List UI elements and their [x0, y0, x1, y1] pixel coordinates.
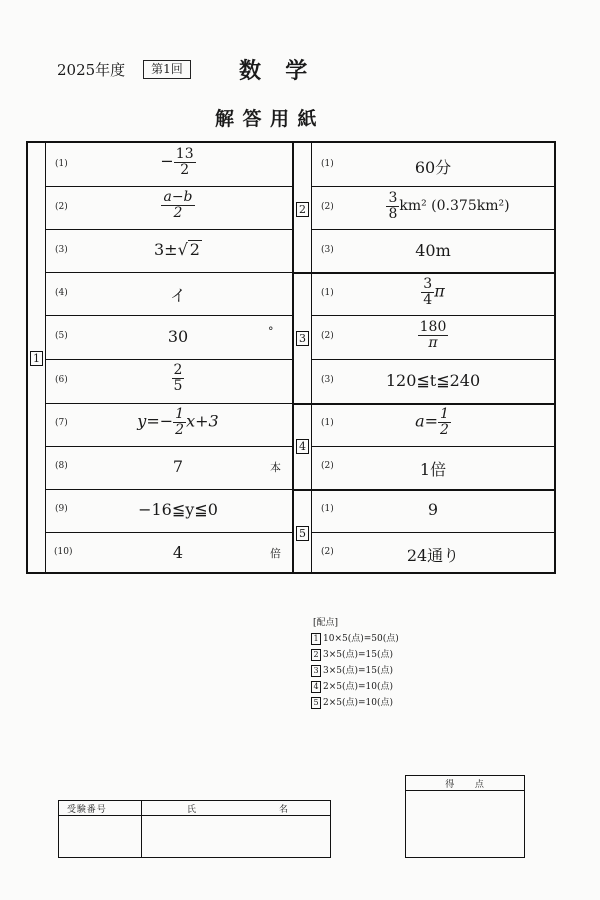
sheet-title: 解 答 用 紙	[215, 108, 318, 130]
answer-1-7: y=− $\frac{1}{2}$ x+3	[137, 406, 219, 438]
section-2-label: 2	[296, 202, 309, 217]
subject-title: 数 学	[239, 58, 309, 84]
answer-5-2: 24通り	[406, 546, 460, 565]
scoring-line-4: 4 2×5(点)=10(点)	[311, 679, 393, 693]
item-number: (6)	[55, 375, 68, 385]
scoring-line-1: 1 10×5(点)=50(点)	[311, 631, 399, 645]
answer-1-1: − $\frac{13}{2}$	[160, 146, 194, 178]
item-number: (2)	[321, 202, 334, 212]
scoring-title: [配点]	[313, 618, 339, 628]
item-number: (3)	[321, 245, 334, 255]
item-number: (2)	[321, 461, 334, 471]
item-number: (3)	[321, 375, 334, 385]
item-number: (2)	[321, 547, 334, 557]
item-number: (2)	[321, 331, 334, 341]
scoring-line-3: 3 3×5(点)=15(点)	[311, 663, 393, 677]
item-number: (8)	[55, 461, 68, 471]
answer-2-1: 60分	[414, 158, 452, 177]
answer-1-6: $\frac{2}{5}$	[173, 362, 183, 394]
answer-grid	[26, 141, 556, 574]
score-label: 得 点	[445, 780, 485, 790]
item-number: (4)	[55, 288, 68, 298]
item-number: (3)	[55, 245, 68, 255]
item-number: (2)	[55, 202, 68, 212]
answer-1-4: イ	[169, 286, 186, 305]
item-number: (1)	[321, 504, 334, 514]
exam-info-box	[58, 800, 331, 858]
item-number: (1)	[321, 159, 334, 169]
answer-3-3: 120≦t≦240	[385, 371, 481, 390]
score-box	[405, 775, 525, 858]
answer-1-10: 4	[172, 543, 184, 562]
unit-hon: 本	[270, 461, 281, 474]
item-number: (10)	[54, 547, 73, 557]
answer-3-2: $\frac{180}{\pi}$	[419, 319, 447, 351]
item-number: (5)	[55, 331, 68, 341]
answer-1-8: 7	[172, 457, 184, 476]
section-3-label: 3	[296, 331, 309, 346]
section-1-label: 1	[30, 351, 43, 366]
answer-5-1: 9	[427, 500, 439, 519]
answer-2-2: $\frac{3}{8}$ km² (0.375km²)	[388, 190, 510, 222]
exam-number-label: 受験番号	[67, 805, 107, 815]
item-number: (1)	[321, 418, 334, 428]
answer-1-3: 3±√ 2	[154, 240, 200, 259]
item-number: (7)	[55, 418, 68, 428]
scoring-line-2: 2 3×5(点)=15(点)	[311, 647, 393, 661]
answer-1-5: 30	[167, 327, 189, 346]
unit-degree: °	[268, 325, 274, 338]
answer-4-2: 1倍	[419, 460, 447, 479]
round-label: 第1回	[143, 60, 191, 79]
answer-1-9: −16≦y≦0	[138, 500, 218, 519]
unit-bai: 倍	[270, 547, 281, 560]
section-5-label: 5	[296, 526, 309, 541]
answer-3-1: $\frac{3}{4}$ π	[423, 276, 445, 308]
section-4-label: 4	[296, 439, 309, 454]
item-number: (9)	[55, 504, 68, 514]
name-label-1: 氏	[187, 805, 197, 815]
answer-4-1: a= $\frac{1}{2}$	[415, 406, 449, 438]
answer-2-3: 40m	[415, 241, 451, 260]
name-label-2: 名	[279, 805, 289, 815]
item-number: (1)	[55, 159, 68, 169]
year-label: 2025年度	[57, 61, 126, 79]
item-number: (1)	[321, 288, 334, 298]
answer-1-2: $\frac{a-b}{2}$	[163, 189, 193, 221]
scoring-line-5: 5 2×5(点)=10(点)	[311, 695, 393, 709]
